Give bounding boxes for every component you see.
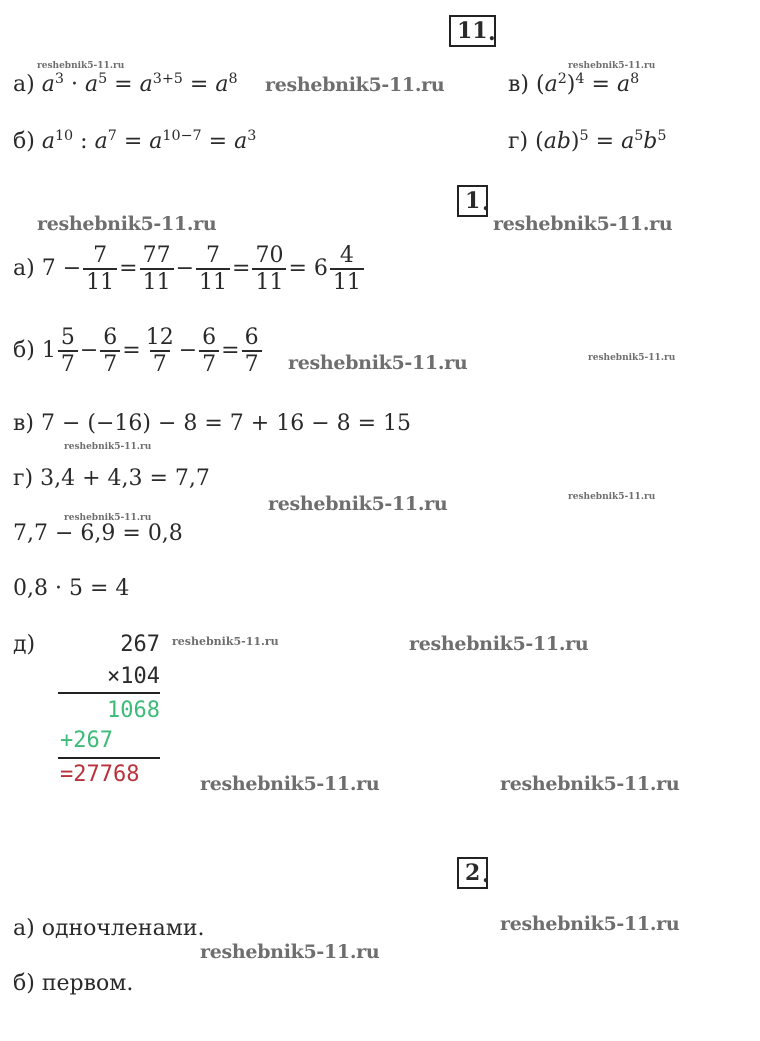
operator: − bbox=[175, 256, 195, 282]
expr-1-g2: 7,7 − 6,9 = 0,8 bbox=[13, 521, 183, 546]
exponent: 2 bbox=[557, 71, 567, 88]
expr-1-v: в) 7 − (−16) − 8 = 7 + 16 − 8 = 15 bbox=[13, 411, 412, 436]
variable: a bbox=[84, 72, 99, 97]
variable: b bbox=[643, 129, 658, 154]
numerator: 77 bbox=[142, 243, 171, 268]
mult-partial-2: +267 bbox=[60, 728, 113, 753]
variable: a bbox=[234, 129, 248, 154]
mult-partial-1: 1068 bbox=[107, 698, 160, 723]
watermark: reshebnik5-11.ru bbox=[268, 493, 448, 515]
variable: a bbox=[543, 129, 557, 154]
numerator: 12 bbox=[145, 325, 174, 350]
exponent: 3 bbox=[54, 71, 64, 88]
numerator: 70 bbox=[255, 243, 284, 268]
operator: = bbox=[232, 256, 251, 282]
watermark: reshebnik5-11.ru bbox=[200, 773, 380, 795]
exponent: 8 bbox=[228, 71, 238, 88]
watermark: reshebnik5-11.ru bbox=[500, 773, 680, 795]
section-number-text: 2 bbox=[465, 860, 481, 886]
variable: a bbox=[41, 129, 55, 154]
denominator: 7 bbox=[242, 350, 262, 377]
numerator: 6 bbox=[244, 325, 259, 350]
operator: · bbox=[70, 72, 78, 97]
item-label: в) bbox=[508, 72, 529, 97]
exponent: 7 bbox=[107, 128, 117, 145]
variable: a bbox=[139, 72, 153, 97]
exponent: 4 bbox=[575, 71, 585, 88]
operator: − bbox=[62, 256, 82, 282]
fraction bbox=[100, 325, 120, 378]
operator: = bbox=[114, 72, 133, 97]
watermark: reshebnik5-11.ru bbox=[172, 635, 279, 648]
numerator: 5 bbox=[60, 325, 75, 350]
watermark: reshebnik5-11.ru bbox=[37, 213, 217, 235]
paren: ( bbox=[535, 129, 544, 154]
operator: − bbox=[178, 338, 198, 364]
operator: = bbox=[591, 72, 610, 97]
watermark: reshebnik5-11.ru bbox=[568, 492, 656, 502]
denominator: 7 bbox=[150, 350, 170, 377]
fraction bbox=[143, 325, 177, 378]
fraction bbox=[58, 325, 78, 378]
variable: a bbox=[41, 72, 55, 97]
denominator: 11 bbox=[83, 268, 117, 295]
numerator: 7 bbox=[93, 243, 108, 268]
denominator: 11 bbox=[330, 268, 364, 295]
item-label: г) bbox=[508, 129, 529, 154]
section-number-text: 11 bbox=[457, 18, 488, 44]
watermark: reshebnik5-11.ru bbox=[409, 633, 589, 655]
item-label: а) bbox=[13, 72, 35, 97]
exponent: 10−7 bbox=[162, 128, 202, 145]
denominator: 11 bbox=[196, 268, 230, 295]
mult-rule-2 bbox=[58, 757, 160, 759]
exponent: 10 bbox=[54, 128, 74, 145]
fraction bbox=[140, 243, 174, 296]
section-dot: . bbox=[482, 862, 490, 888]
mult-bottom: ×104 bbox=[107, 664, 160, 689]
operator: = bbox=[221, 338, 240, 364]
expr-1-g3: 0,8 · 5 = 4 bbox=[13, 576, 130, 601]
mult-result: =27768 bbox=[60, 762, 140, 787]
item-label-d: д) bbox=[13, 632, 36, 657]
item-label: б) bbox=[13, 129, 35, 154]
item-label: б) bbox=[13, 338, 35, 364]
section-number-text: 1 bbox=[465, 188, 481, 214]
expr-1-b bbox=[13, 325, 264, 378]
operator: = bbox=[208, 129, 228, 154]
watermark: reshebnik5-11.ru bbox=[37, 61, 125, 71]
section-dot: . bbox=[488, 20, 496, 46]
exponent: 5 bbox=[579, 128, 589, 145]
expr-11-g bbox=[508, 128, 667, 154]
watermark: reshebnik5-11.ru bbox=[64, 442, 152, 452]
exponent: 3 bbox=[247, 128, 257, 145]
paren: ( bbox=[535, 72, 545, 97]
operator: = bbox=[119, 256, 138, 282]
paren: ) bbox=[566, 72, 576, 97]
expr-1-g1: г) 3,4 + 4,3 = 7,7 bbox=[13, 466, 210, 491]
variable: a bbox=[94, 129, 108, 154]
denominator: 7 bbox=[58, 350, 78, 377]
numerator: 7 bbox=[206, 243, 221, 268]
expr-11-v bbox=[508, 71, 640, 97]
fraction bbox=[196, 243, 230, 296]
watermark: reshebnik5-11.ru bbox=[200, 941, 380, 963]
variable: a bbox=[621, 129, 635, 154]
exponent: 5 bbox=[657, 128, 667, 145]
watermark: reshebnik5-11.ru bbox=[64, 513, 152, 523]
variable: a bbox=[616, 72, 631, 97]
answer-2-b: б) первом. bbox=[13, 971, 134, 996]
watermark: reshebnik5-11.ru bbox=[588, 353, 676, 363]
mult-rule-1 bbox=[58, 692, 160, 694]
operator: = bbox=[288, 256, 307, 282]
fraction bbox=[242, 325, 262, 378]
numerator: 4 bbox=[339, 243, 354, 268]
operator: = bbox=[595, 129, 615, 154]
variable: a bbox=[544, 72, 558, 97]
paren: ) bbox=[570, 129, 580, 154]
exponent: 3+5 bbox=[152, 71, 183, 88]
denominator: 11 bbox=[140, 268, 174, 295]
watermark: reshebnik5-11.ru bbox=[568, 61, 656, 71]
watermark: reshebnik5-11.ru bbox=[493, 213, 673, 235]
denominator: 7 bbox=[199, 350, 219, 377]
operator: = bbox=[123, 129, 143, 154]
operator: = bbox=[189, 72, 209, 97]
expr-1-a bbox=[13, 243, 366, 296]
mult-top: 267 bbox=[120, 632, 160, 657]
variable: a bbox=[215, 72, 229, 97]
denominator: 11 bbox=[252, 268, 286, 295]
operator: = bbox=[122, 338, 141, 364]
exponent: 5 bbox=[98, 71, 108, 88]
expr-11-a bbox=[13, 71, 238, 97]
number: 6 bbox=[313, 256, 328, 282]
answer-2-a: а) одночленами. bbox=[13, 916, 205, 941]
fraction bbox=[330, 243, 364, 296]
operator: : bbox=[80, 129, 88, 154]
watermark: reshebnik5-11.ru bbox=[265, 74, 445, 96]
fraction bbox=[252, 243, 286, 296]
number: 1 bbox=[41, 338, 56, 364]
variable: a bbox=[149, 129, 163, 154]
number: 7 bbox=[41, 256, 56, 282]
denominator: 7 bbox=[100, 350, 120, 377]
expr-11-b bbox=[13, 128, 257, 154]
operator: − bbox=[79, 338, 99, 364]
numerator: 6 bbox=[103, 325, 118, 350]
exponent: 5 bbox=[634, 128, 644, 145]
item-label: а) bbox=[13, 256, 35, 282]
fraction bbox=[199, 325, 219, 378]
numerator: 6 bbox=[202, 325, 217, 350]
fraction bbox=[83, 243, 117, 296]
watermark: reshebnik5-11.ru bbox=[500, 913, 680, 935]
watermark: reshebnik5-11.ru bbox=[288, 352, 468, 374]
variable: b bbox=[556, 129, 571, 154]
exponent: 8 bbox=[630, 71, 640, 88]
section-dot: . bbox=[482, 190, 490, 216]
